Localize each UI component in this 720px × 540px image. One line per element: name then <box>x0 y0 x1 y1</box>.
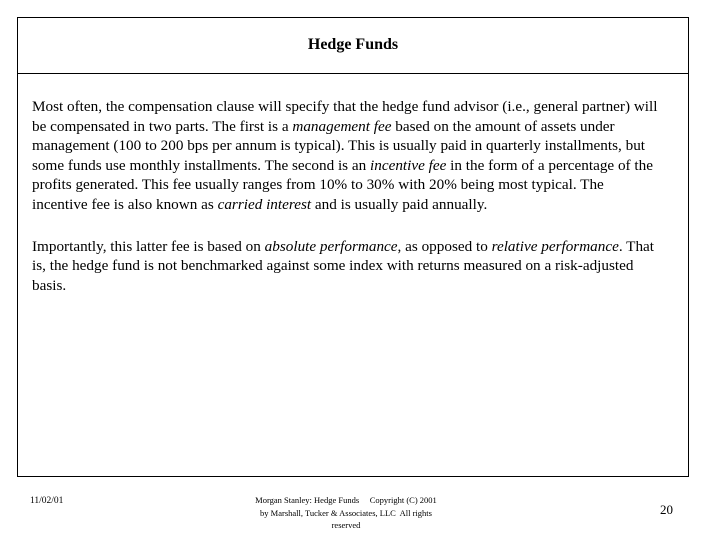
page-number: 20 <box>660 502 673 517</box>
paragraph-text: . That is, the hedge fund is not benchmarked against some index with returns measured on a risk-adjusted basis. <box>32 237 655 294</box>
term-carried-interest: carried interest <box>217 195 312 213</box>
paragraph-text: in the form of a percentage of the profits generated. This fee usually ranges from 10% to 30% with 20% being most typical. The incentive fee is also known as <box>32 156 653 213</box>
paragraph-performance <box>32 237 660 296</box>
term-relative-performance: relative performance <box>491 237 619 255</box>
term-management-fee: management fee <box>292 117 392 135</box>
footer-date: 11/02/01 <box>30 496 64 506</box>
paragraph-text: Importantly, this latter fee is based on <box>32 237 265 255</box>
footer-copyright <box>222 494 470 532</box>
paragraph-compensation <box>32 97 660 215</box>
term-absolute-performance: absolute performance <box>264 237 398 255</box>
slide-title: Hedge Funds <box>307 36 399 53</box>
footer-copyright-line: by Marshall, Tucker & Associates, LLC All rights <box>260 507 432 518</box>
paragraph-text: and is usually paid annually. <box>311 195 488 213</box>
paragraph-text: based on the amount of assets under management (100 to 200 bps per annum is typical). This is usually paid in quarterly installments, but some funds use monthly installments. The second is an <box>32 117 646 174</box>
paragraph-text: Most often, the compensation clause will specify that the hedge fund advisor (i.e., general partner) will be compensated in two parts. The first is a <box>32 98 658 135</box>
slide-body <box>32 97 660 317</box>
title-divider <box>18 73 688 74</box>
term-incentive-fee: incentive fee <box>370 156 447 174</box>
footer-copyright-line: reserved <box>331 520 361 530</box>
paragraph-text: , as opposed to <box>397 237 492 255</box>
footer-copyright-line: Morgan Stanley: Hedge Funds Copyright (C) 2001 <box>255 495 437 505</box>
